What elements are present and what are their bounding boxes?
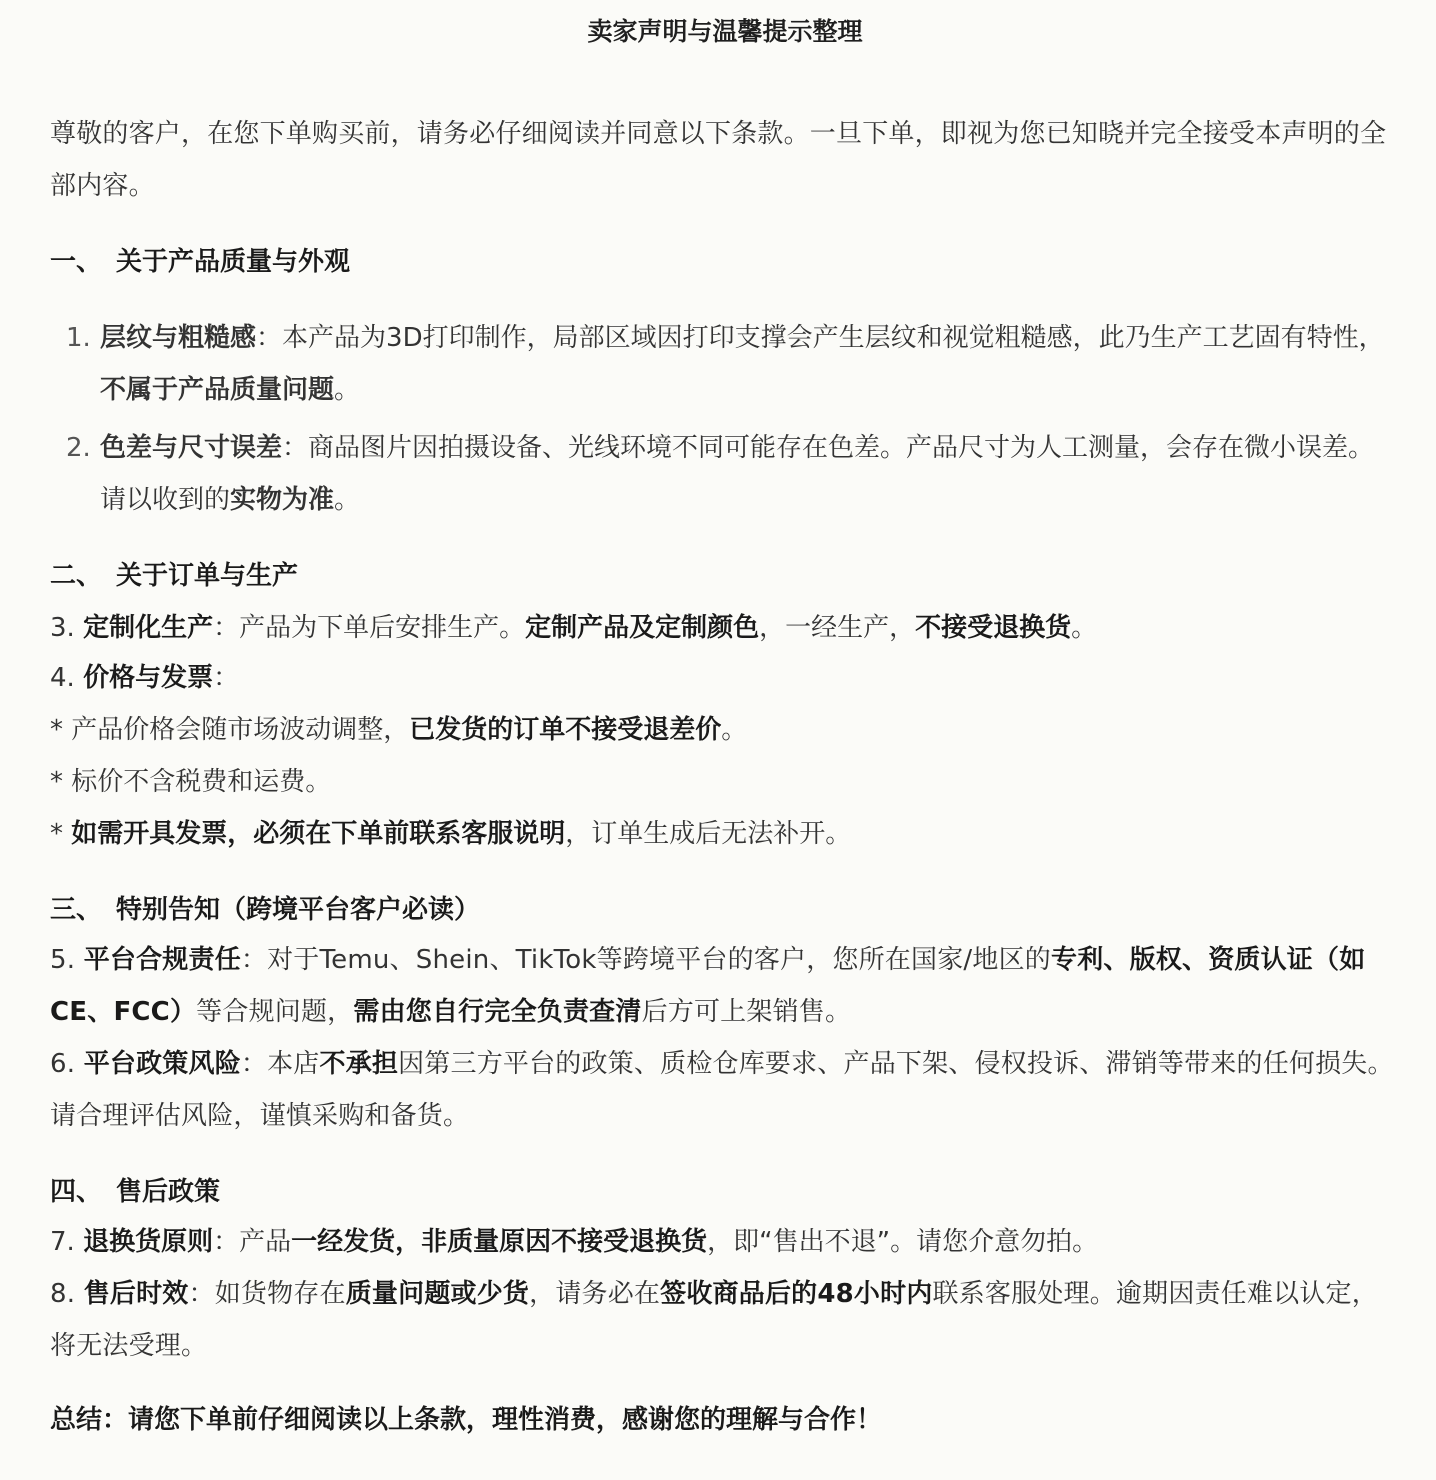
section-heading-2	[50, 556, 298, 596]
item-bold: 不属于产品质量问题	[100, 375, 335, 405]
section-number: 四、	[50, 1177, 103, 1207]
item-text: 产品为下单后安排生产。	[239, 613, 526, 643]
section-heading-1	[50, 242, 350, 282]
separator: ：	[240, 945, 268, 975]
bullet-text: 产品价格会随市场波动调整，	[71, 715, 410, 745]
item-number: 5.	[50, 945, 76, 975]
item-end: 。	[334, 485, 361, 515]
item-bold: 不承担	[319, 1049, 399, 1079]
item-text: 产品	[239, 1227, 292, 1257]
item-7	[50, 1222, 1098, 1262]
list-item-1	[50, 312, 1400, 416]
bullet-item-3	[50, 814, 851, 854]
document-title: 卖家声明与温馨提示整理	[587, 17, 863, 46]
item-bold: 质量问题或少货	[345, 1279, 530, 1309]
intro-paragraph: 尊敬的客户，在您下单购买前，请务必仔细阅读并同意以下条款。一旦下单，即视为您已知晓并完全接受本声明的全部内容。	[50, 119, 1387, 201]
section-title: 关于产品质量与外观	[116, 247, 351, 277]
list-marker: 2.	[66, 433, 91, 463]
item-end: 。	[334, 375, 361, 405]
section-number: 二、	[50, 561, 103, 591]
item-bold: 定制产品及定制颜色	[525, 613, 760, 643]
separator: ：	[256, 323, 283, 353]
item-text: ，请务必在	[529, 1279, 661, 1309]
item-number: 3.	[50, 613, 75, 643]
list-content	[100, 312, 1400, 416]
list-item-2	[50, 422, 1400, 526]
section-heading-4	[50, 1172, 220, 1212]
section-heading-3	[50, 890, 480, 930]
item-end: 。	[1071, 613, 1098, 643]
item-bold: 一经发货，非质量原因不接受退换货	[291, 1227, 708, 1257]
item-bold: 不接受退换货	[915, 613, 1072, 643]
item-bold: 实物为准	[230, 485, 335, 515]
item-text: 如货物存在	[214, 1279, 346, 1309]
item-number: 8.	[50, 1279, 76, 1309]
bullet-item-1	[50, 710, 747, 750]
item-6	[50, 1038, 1400, 1142]
bullet-star: *	[50, 767, 72, 797]
section-title: 关于订单与生产	[116, 561, 299, 591]
list-marker: 1.	[66, 323, 91, 353]
item-bold: 签收商品后的48小时内	[660, 1279, 933, 1309]
item-number: 7.	[50, 1227, 75, 1257]
item-number: 6.	[50, 1049, 76, 1079]
separator: ：	[213, 1227, 240, 1257]
bullet-star: *	[50, 715, 72, 745]
item-text: ，一经生产，	[759, 613, 916, 643]
bullet-bold: 已发货的订单不接受退差价	[409, 715, 722, 745]
bullet-star: *	[50, 819, 72, 849]
item-label: 平台合规责任	[83, 945, 241, 975]
item-label: 退换货原则	[83, 1227, 214, 1257]
item-text: 对于Temu、Shein、TikTok等跨境平台的客户，您所在国家/地区的	[267, 945, 1051, 975]
section-number: 一、	[50, 247, 103, 277]
item-text: 本店	[267, 1049, 320, 1079]
item-number: 4.	[50, 663, 75, 693]
separator: ：	[213, 613, 240, 643]
item-5	[50, 934, 1400, 1038]
item-text: ，即“售出不退”。请您介意勿拍。	[707, 1227, 1099, 1257]
item-label: 平台政策风险	[83, 1049, 241, 1079]
separator: ：	[188, 1279, 215, 1309]
item-label: 定制化生产	[83, 613, 214, 643]
section-title: 特别告知（跨境平台客户必读）	[116, 895, 481, 925]
bullet-text: 标价不含税费和运费。	[71, 767, 332, 797]
section-title: 售后政策	[116, 1177, 221, 1207]
separator: ：	[240, 1049, 268, 1079]
item-text: 等合规问题，	[196, 997, 354, 1027]
item-text: 因第三方平台的政策、质检仓库要求、产品下架、侵权投诉、滞销等带来的任何损失。请合理评估风险，谨慎采购和备货。	[50, 1049, 1394, 1131]
separator: ：	[282, 433, 309, 463]
bullet-item-2	[50, 762, 331, 802]
item-end: 后方可上架销售。	[641, 997, 852, 1027]
item-text: 联系客服处理。逾期因责任难以认定，将无法受理。	[50, 1279, 1378, 1361]
bullet-text: ，订单生成后无法补开。	[565, 819, 852, 849]
bullet-end: 。	[721, 715, 748, 745]
item-text: 商品图片因拍摄设备、光线环境不同可能存在色差。产品尺寸为人工测量，会存在微小误差。请以收到的	[100, 433, 1375, 515]
item-label: 价格与发票	[83, 663, 214, 693]
item-text: 本产品为3D打印制作，局部区域因打印支撑会产生层纹和视觉粗糙感，此乃生产工艺固有特性，	[282, 323, 1385, 353]
item-label: 售后时效	[83, 1279, 189, 1309]
section-number: 三、	[50, 895, 103, 925]
item-bold: 需由您自行完全负责查清	[353, 997, 642, 1027]
item-3	[50, 608, 1097, 648]
summary-text: 总结：请您下单前仔细阅读以上条款，理性消费，感谢您的理解与合作！	[50, 1405, 883, 1435]
list-content	[100, 422, 1400, 526]
item-bold: 专利、版权、资质认证（如CE、FCC）	[50, 945, 1366, 1027]
item-8	[50, 1268, 1400, 1372]
bullet-bold: 如需开具发票，必须在下单前联系客服说明	[71, 819, 566, 849]
separator: ：	[213, 663, 240, 693]
item-label: 层纹与粗糙感	[100, 323, 257, 353]
item-4	[50, 658, 239, 698]
item-label: 色差与尺寸误差	[100, 433, 283, 463]
